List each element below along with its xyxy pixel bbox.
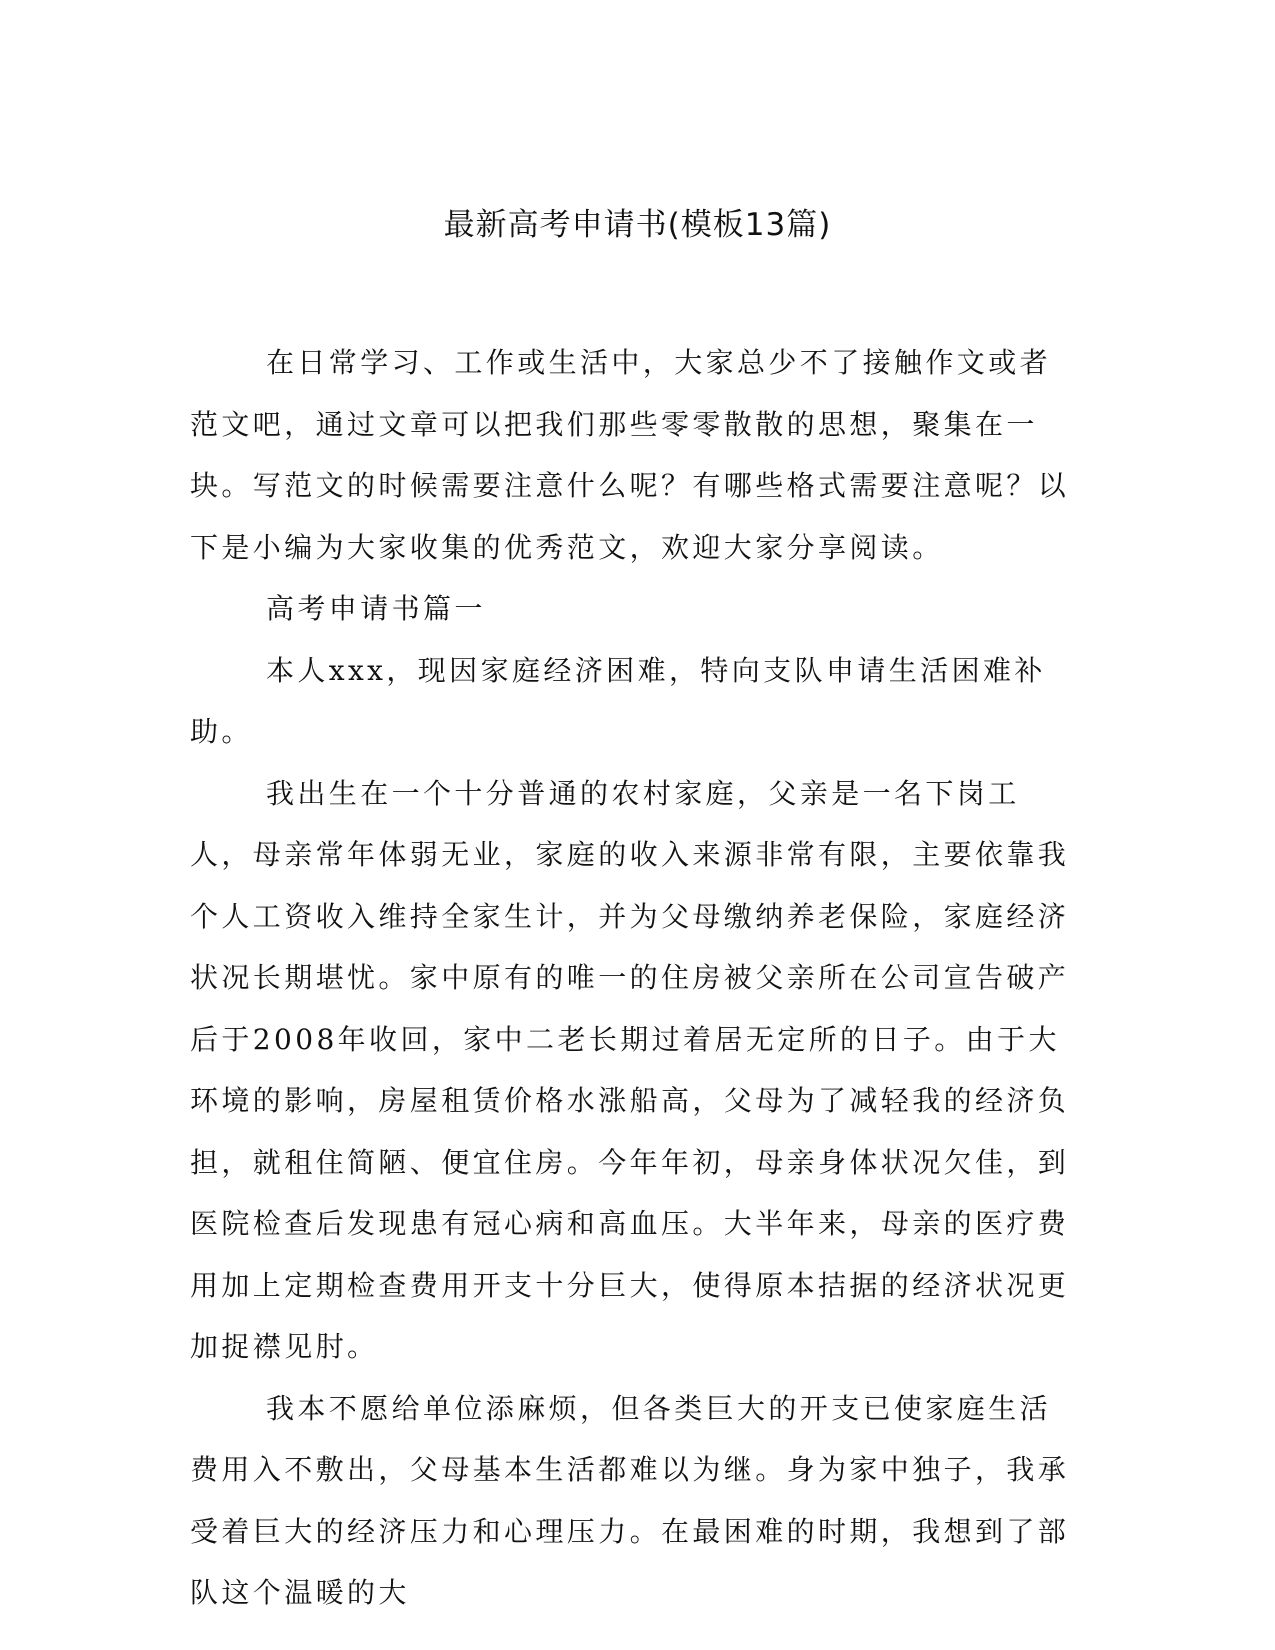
body-paragraph: 我本不愿给单位添麻烦，但各类巨大的开支已使家庭生活费用入不敷出，父母基本生活都难以为继。身为家中独子，我承受着巨大的经济压力和心理压力。在最困难的时期，我想到了部队这个温暖的大 xyxy=(190,1391,1070,1609)
document-title: 最新高考申请书(模板13篇) xyxy=(443,207,832,243)
document-body xyxy=(190,332,1080,1624)
body-paragraph: 本人xxx，现因家庭经济困难，特向支队申请生活困难补助。 xyxy=(190,653,1046,748)
intro-paragraph: 在日常学习、工作或生活中，大家总少不了接触作文或者范文吧，通过文章可以把我们那些零零散散的思想，聚集在一块。写范文的时候需要注意什么呢？有哪些格式需要注意呢？以下是小编为大家收集的优秀范文，欢迎大家分享阅读。 xyxy=(190,346,1070,564)
body-paragraph: 我出生在一个十分普通的农村家庭，父亲是一名下岗工人，母亲常年体弱无业，家庭的收入来源非常有限，主要依靠我个人工资收入维持全家生计，并为父母缴纳养老保险，家庭经济状况长期堪忧。家中原有的唯一的住房被父亲所在公司宣告破产后于2008年收回，家中二老长期过着居无定所的日子。由于大环境的影响，房屋租赁价格水涨船高，父母为了减轻我的经济负担，就租住简陋、便宜住房。今年年初，母亲身体状况欠佳，到医院检查后发现患有冠心病和高血压。大半年来，母亲的医疗费用加上定期检查费用开支十分巨大，使得原本拮据的经济状况更加捉襟见肘。 xyxy=(190,776,1070,1363)
section-heading: 高考申请书篇一 xyxy=(266,592,486,625)
